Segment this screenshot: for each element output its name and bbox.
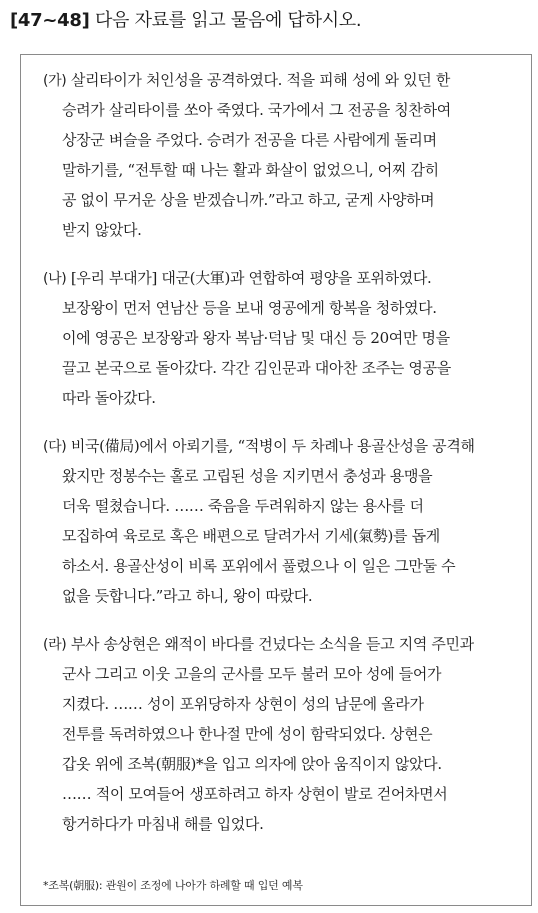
passage-first-line: (가) 살리타이가 처인성을 공격하였다. 적을 피해 성에 와 있던 한: [43, 71, 450, 89]
passage-marker: (나): [43, 271, 67, 287]
passage-line: 없을 듯합니다.”라고 하니, 왕이 따랐다.: [62, 587, 313, 605]
passage-na: [43, 263, 519, 413]
question-range: [47~48]: [10, 10, 90, 31]
passage-line: 하소서. 용골산성이 비록 포위에서 풀렸으나 이 일은 그만둘 수: [62, 557, 456, 575]
passage-ra: [43, 629, 519, 839]
question-header: [10, 6, 361, 32]
passage-line: 말하기를, “전투할 때 나는 활과 화살이 없었으니, 어찌 감히: [62, 161, 439, 179]
passage-marker: (다): [43, 439, 67, 455]
source-content: [43, 65, 519, 857]
passage-first-line: (라) 부사 송상현은 왜적이 바다를 건넜다는 소식을 듣고 지역 주민과: [43, 635, 474, 653]
passage-line: 상장군 벼슬을 주었다. 승려가 전공을 다른 사람에게 돌리며: [62, 131, 437, 149]
passage-marker: (라): [43, 637, 67, 653]
passage-line: 갑옷 위에 조복(朝服)*을 입고 의자에 앉아 움직이지 않았다.: [62, 755, 442, 773]
footnote: *조복(朝服): 관원이 조정에 나아가 하례할 때 입던 예복: [43, 879, 303, 892]
passage-line: 전투를 독려하였으나 한나절 만에 성이 함락되었다. 상현은: [62, 725, 433, 743]
passage-line: 공 없이 무거운 상을 받겠습니까.”라고 하고, 굳게 사양하며: [62, 191, 435, 209]
passage-line: 보장왕이 먼저 연남산 등을 보내 영공에게 항복을 청하였다.: [62, 299, 437, 317]
passage-line: 끌고 본국으로 돌아갔다. 각간 김인문과 대아찬 조주는 영공을: [62, 359, 451, 377]
passage-line: 이에 영공은 보장왕과 왕자 복남·덕남 및 대신 등 20여만 명을: [62, 329, 450, 347]
passage-ga: [43, 65, 519, 245]
passage-first-line: (다) 비국(備局)에서 아뢰기를, “적병이 두 차례나 용골산성을 공격해: [43, 437, 475, 455]
question-instruction: 다음 자료를 읽고 물음에 답하시오.: [94, 10, 362, 31]
passage-line: 모집하여 육로로 혹은 배편으로 달려가서 기세(氣勢)를 돕게: [62, 527, 440, 545]
passage-line: 받지 않았다.: [62, 221, 142, 239]
passage-line: 군사 그리고 이웃 고을의 군사를 모두 불러 모아 성에 들어가: [62, 665, 442, 683]
passage-first-line: (나) [우리 부대가] 대군(大軍)과 연합하여 평양을 포위하였다.: [43, 269, 432, 287]
passage-line: 왔지만 정봉수는 홀로 고립된 성을 지키면서 충성과 용맹을: [62, 467, 433, 485]
passage-line: 따라 돌아갔다.: [62, 389, 156, 407]
passage-marker: (가): [43, 73, 67, 89]
source-box: [20, 54, 532, 906]
passage-line: 지켰다. …… 성이 포위당하자 상현이 성의 남문에 올라가: [62, 695, 424, 713]
passage-da: [43, 431, 519, 611]
passage-line: …… 적이 모여들어 생포하려고 하자 상현이 발로 걷어차면서: [62, 785, 448, 803]
passage-line: 더욱 떨쳤습니다. …… 죽음을 두려워하지 않는 용사를 더: [62, 497, 424, 515]
passage-line: 승려가 살리타이를 쏘아 죽였다. 국가에서 그 전공을 칭찬하여: [62, 101, 451, 119]
passage-line: 항거하다가 마침내 해를 입었다.: [62, 815, 264, 833]
